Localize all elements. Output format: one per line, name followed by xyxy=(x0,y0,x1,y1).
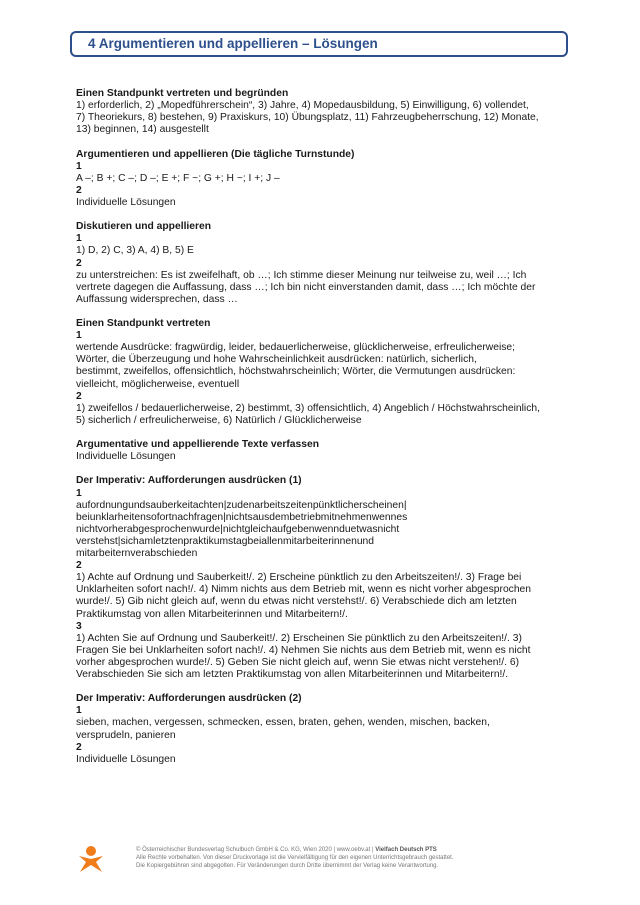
section-title: Argumentieren und appellieren (Die tägliche Turnstunde) xyxy=(76,148,355,160)
section-standpunkt-begruenden xyxy=(76,88,566,136)
answer-line: Individuelle Lösungen xyxy=(76,753,176,765)
answer-line: Wörter, die Überzeugung und hohe Wahrscheinlichkeit ausdrücken: natürlich, sicherlich, xyxy=(76,354,477,366)
task-number: 2 xyxy=(76,741,82,753)
section-argumentieren-appellieren xyxy=(76,149,566,209)
answer-line: vielleicht, möglicherweise, eventuell xyxy=(76,378,240,390)
section-title: Diskutieren und appellieren xyxy=(76,221,212,233)
task-number: 1 xyxy=(76,487,82,499)
answer-line: vorher abgesprochen wurde!/. 5) Geben Sie nicht gleich auf, wenn Sie etwas nicht verstehen!/. 6) xyxy=(76,656,520,668)
section-imperativ-1 xyxy=(76,475,566,681)
answer-line: Individuelle Lösungen xyxy=(76,196,176,208)
answer-line: vertrete dagegen die Auffassung, dass …; Ich bin nicht einverstanden damit, dass …; Ich möchte der xyxy=(76,281,536,293)
section-title: Der Imperativ: Aufforderungen ausdrücken (2) xyxy=(76,693,302,705)
answer-line: 5) sicherlich / erfreulicherweise, 6) Natürlich / Glücklicherweise xyxy=(76,414,362,426)
answer-line: 1) Achte auf Ordnung und Sauberkeit!/. 2) Erscheine pünktlich zu den Arbeitszeiten!/. 3) Frage bei xyxy=(76,572,522,584)
task-number: 3 xyxy=(76,620,82,632)
task-number: 2 xyxy=(76,390,82,402)
answer-line: Individuelle Lösungen xyxy=(76,451,176,463)
answer-line: sieben, machen, vergessen, schmecken, essen, braten, gehen, wenden, mischen, backen, xyxy=(76,717,490,729)
answer-line: 1) Achten Sie auf Ordnung und Sauberkeit!/. 2) Erscheinen Sie pünktlich zu den Arbeitszeiten!/. 3) xyxy=(76,632,522,644)
answer-line: 1) D, 2) C, 3) A, 4) B, 5) E xyxy=(76,245,194,257)
footer-fees-line: Die Kopiergebühren sind abgegolten. Für Veränderungen durch Dritte übernimmt der Verlag keine Verantwortung. xyxy=(136,863,439,869)
section-standpunkt-vertreten xyxy=(76,318,566,427)
task-number: 1 xyxy=(76,330,82,342)
task-number: 2 xyxy=(76,257,82,269)
task-number: 2 xyxy=(76,560,82,572)
section-title: Einen Standpunkt vertreten xyxy=(76,318,211,330)
answer-line: 1) erforderlich, 2) „Mopedführerschein“, 3) Jahre, 4) Mopedausbildung, 5) Einwilligung, 6) vollendet, xyxy=(76,100,529,112)
answer-line: wurde!/. 5) Gib nicht gleich auf, wenn du etwas nicht verstehst!/. 6) Verabschiede dich am letzten xyxy=(76,596,517,608)
footer-copyright xyxy=(136,846,556,870)
task-number: 1 xyxy=(76,233,82,245)
answer-line: beiunklarheitensofortnachfragen|nichtsausdembetriebmitnehmenwennes xyxy=(76,511,408,523)
footer-rights-line: Alle Rechte vorbehalten. Von dieser Druckvorlage ist die Vervielfältigung für den eigenen Unterrichtsgebrauch gestattet. xyxy=(136,855,454,861)
answer-line: verstehst|sichamletztenpraktikumstagbeiallenmitarbeiterinnenund xyxy=(76,535,375,547)
answer-line: 1) zweifellos / bedauerlicherweise, 2) bestimmt, 3) offensichtlich, 4) Angeblich / Höchstwahrscheinlich, xyxy=(76,402,540,414)
page-title: 4 Argumentieren und appellieren – Lösungen xyxy=(88,36,378,51)
section-imperativ-2 xyxy=(76,693,566,766)
answer-line: Auffassung widersprechen, dass … xyxy=(76,293,238,305)
page-header xyxy=(70,31,568,57)
section-title: Argumentative und appellierende Texte verfassen xyxy=(76,439,320,451)
answer-line: 7) Theoriekurs, 8) bestehen, 9) Praxiskurs, 10) Übungsplatz, 11) Fahrzeugbeherrschung, 12) Monate, xyxy=(76,112,539,124)
document-body xyxy=(76,88,566,778)
section-title: Einen Standpunkt vertreten und begründen xyxy=(76,88,289,99)
answer-line: Praktikumstag von allen Mitarbeiterinnen und Mitarbeitern!/. xyxy=(76,608,348,620)
task-number: 1 xyxy=(76,705,82,717)
answer-line: Fragen Sie bei Unklarheiten sofort nach!/. 4) Nehmen Sie nichts aus dem Betrieb mit, wenn es nicht xyxy=(76,644,531,656)
answer-line: bestimmt, zweifellos, offensichtlich, höchstwahrscheinlich; Wörter, die Vermutungen ausdrücken: xyxy=(76,366,516,378)
answer-line: zu unterstreichen: Es ist zweifelhaft, ob …; Ich stimme dieser Meinung nur teilweise zu, weil …; Ich xyxy=(76,269,527,281)
answer-line: wertende Ausdrücke: fragwürdig, leider, bedauerlicherweise, glücklicherweise, erfreulicherweise; xyxy=(76,342,515,354)
task-number: 1 xyxy=(76,160,82,172)
answer-line: Verabschieden Sie sich am letzten Praktikumstag von allen Mitarbeiterinnen und Mitarbeitern!/. xyxy=(76,668,509,680)
answer-line: aufordnungundsauberkeitachten|zudenarbeitszeitenpünktlicherscheinen| xyxy=(76,499,407,511)
section-texte-verfassen xyxy=(76,439,566,463)
answer-line: versprudeln, panieren xyxy=(76,729,176,741)
answer-line: Unklarheiten sofort nach!/. 4) Nimm nichts aus dem Betrieb mit, wenn es nicht vorher abgesprochen xyxy=(76,584,531,596)
task-number: 2 xyxy=(76,184,82,196)
section-diskutieren-appellieren xyxy=(76,221,566,306)
answer-line: 13) beginnen, 14) ausgestellt xyxy=(76,124,209,136)
footer-brand: Vielfach Deutsch PTS xyxy=(375,847,437,853)
answer-line: nichtvorherabgesprochenwurde|nichtgleichaufgebenwennduetwasnicht xyxy=(76,523,400,535)
answer-line: mitarbeiternverabschieden xyxy=(76,548,198,560)
publisher-logo-icon xyxy=(76,844,106,874)
footer-copyright-line: © Österreichischer Bundesverlag Schulbuch GmbH & Co. KG, Wien 2020 | www.oebv.at | xyxy=(136,847,376,853)
section-title: Der Imperativ: Aufforderungen ausdrücken (1) xyxy=(76,475,302,487)
answer-line: A –; B +; C –; D –; E +; F ~; G +; H ~; I +; J – xyxy=(76,172,280,184)
